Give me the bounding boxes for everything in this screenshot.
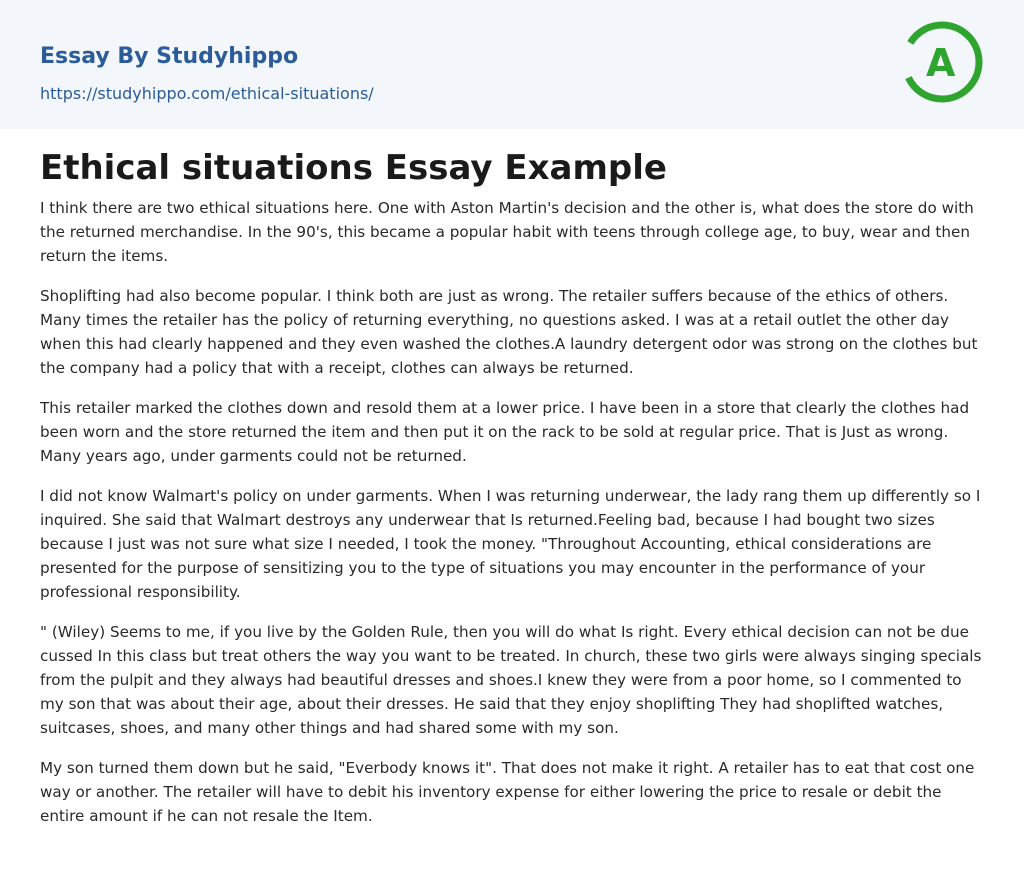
paragraph-4: I did not know Walmart's policy on under garments. When I was returning underwear, the lady rang them up differently so I inquired. She said that Walmart destroys any underwear that Is returned.Feeling bad, because I had bought two sizes because I just was not sure what size I needed, I took the money. "Throughout Accounting, ethical considerations are presented for the purpose of sensitizing you to the type of situations you may encounter in the performance of your professional responsibility.: [40, 487, 981, 601]
paragraph-1: I think there are two ethical situations here. One with Aston Martin's decision and the other is, what does the store do with the returned merchandise. In the 90's, this became a popular habit with teens through college age, to buy, wear and then return the items.: [40, 199, 974, 265]
paragraph-2: Shoplifting had also become popular. I think both are just as wrong. The retailer suffers because of the ethics of others. Many times the retailer has the policy of returning everything, no questions asked. I was at a retail outlet the other day when this had clearly happened and they even washed the clothes.A laundry detergent odor was strong on the clothes but the company had a policy that with a receipt, clothes can always be returned.: [40, 287, 978, 377]
essay-url-link[interactable]: https://studyhippo.com/ethical-situations/: [40, 84, 374, 103]
paragraph-3: This retailer marked the clothes down and resold them at a lower price. I have been in a store that clearly the clothes had been worn and the store returned the item and then put it on the rack to be sold at regular price. That is Just as wrong. Many years ago, under garments could not be returned.: [40, 399, 970, 465]
studyhippo-logo-icon[interactable]: [900, 20, 984, 104]
paragraph-6: My son turned them down but he said, "Everbody knows it". That does not make it right. A retailer has to eat that cost one way or another. The retailer will have to debit his inventory expense for either lowering the price to resale or debit the entire amount if he can not resale the Item.: [40, 759, 975, 825]
page-title: Ethical situations Essay Example: [40, 148, 667, 188]
article-body: [0, 148, 1024, 828]
site-brand: Essay By Studyhippo: [40, 44, 299, 69]
logo-letter: A: [926, 41, 956, 85]
paragraph-5: " (Wiley) Seems to me, if you live by the Golden Rule, then you will do what Is right. Every ethical decision can not be due cussed In this class but treat others the way you want to be treated. In church, these two girls were always singing specials from the pulpit and they always had beautiful dresses and shoes.I knew they were from a poor home, so I commented to my son that was about their age, about their dresses. He said that they enjoy shoplifting They had shoplifted watches, suitcases, shoes, and many other things and had shared some with my son.: [40, 623, 982, 737]
site-header: [0, 0, 1024, 129]
